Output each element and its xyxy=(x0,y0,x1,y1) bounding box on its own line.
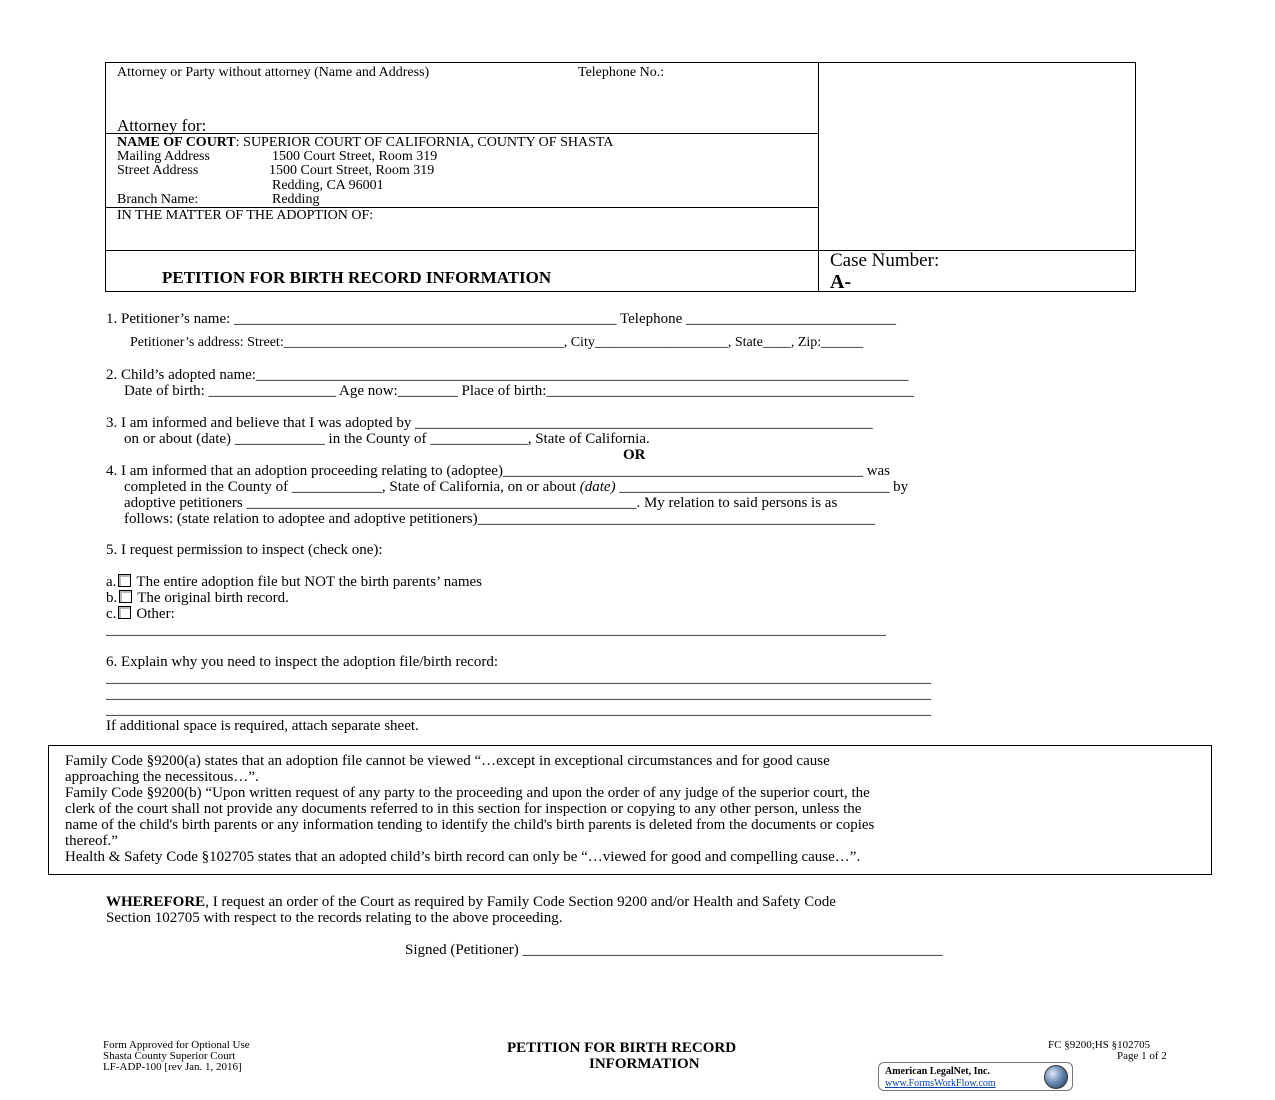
option-c-checkbox[interactable] xyxy=(118,606,131,619)
option-b-checkbox[interactable] xyxy=(119,590,132,603)
footer-title-1: PETITION FOR BIRTH RECORD xyxy=(507,1040,737,1056)
option-b-label: The original birth record. xyxy=(137,590,289,606)
logo-name: American LegalNet, Inc. xyxy=(885,1066,990,1077)
case-number-label: Case Number: xyxy=(830,250,940,271)
option-b-letter: b. xyxy=(106,590,118,606)
street-value: 1500 Court Street, Room 319 xyxy=(269,163,435,178)
petitioner-name-line[interactable]: 1. Petitioner’s name: ___________________________________________________ Telephone ____________________________ xyxy=(106,311,897,327)
footer-page: Page 1 of 2 xyxy=(1117,1050,1167,1062)
notice-line: thereof.” xyxy=(65,833,118,849)
wherefore-line-1 xyxy=(106,894,836,910)
completed-by-text: ____________________________________ by xyxy=(615,479,909,495)
relation-line[interactable]: follows: (state relation to adoptee and adoptive petitioners)_____________________________________________________ xyxy=(124,511,876,527)
option-a xyxy=(106,574,482,590)
petitioner-address-line[interactable]: Petitioner’s address: Street:________________________________________, City___________________, State____, Zip:______ xyxy=(130,335,864,350)
title-divider xyxy=(106,250,1135,251)
completed-line[interactable] xyxy=(124,479,908,495)
mailing-label: Mailing Address xyxy=(117,149,210,164)
option-c-label: Other: xyxy=(136,606,175,622)
completed-text: completed in the County of ____________, State of California, on or about xyxy=(124,479,580,495)
logo-url[interactable]: www.FormsWorkFlow.com xyxy=(885,1078,996,1089)
caption-divider xyxy=(818,63,819,291)
adoptee-line[interactable]: 4. I am informed that an adoption proceeding relating to (adoptee)________________________________________________ was xyxy=(106,463,891,479)
additional-space-note: If additional space is required, attach separate sheet. xyxy=(106,718,419,734)
case-number-prefix: A- xyxy=(830,271,852,293)
notice-line: name of the child's birth parents or any information tending to identify the child's birth parents is deleted from the documents or copies xyxy=(65,817,875,833)
notice-line: Health & Safety Code §102705 states that an adopted child’s birth record can only be “…viewed for good and compelling cause…”. xyxy=(65,849,861,865)
birth-info-line[interactable]: Date of birth: _________________ Age now:________ Place of birth:_________________________________________________ xyxy=(124,383,914,399)
branch-value: Redding xyxy=(272,192,320,207)
court-name-value: : SUPERIOR COURT OF CALIFORNIA, COUNTY OF SHASTA xyxy=(235,135,614,150)
child-name-line[interactable]: 2. Child’s adopted name:_______________________________________________________________________________________ xyxy=(106,367,909,383)
notice-line: Family Code §9200(a) states that an adoption file cannot be viewed “…except in exceptional circumstances and for good cause xyxy=(65,753,830,769)
notice-line: clerk of the court shall not provide any documents referred to in this section for inspection or copying to any other person, unless the xyxy=(65,801,862,817)
adoption-date-line[interactable]: on or about (date) ____________ in the County of _____________, State of California. xyxy=(124,431,650,447)
adoptive-petitioners-line[interactable]: adoptive petitioners ____________________________________________________. My relation to said persons is as xyxy=(124,495,838,511)
footer-approved: Form Approved for Optional Use xyxy=(103,1039,250,1051)
legal-notice-box xyxy=(48,745,1212,875)
caption-box xyxy=(105,62,1136,292)
attorney-label: Attorney or Party without attorney (Name and Address) xyxy=(117,65,430,80)
signature-line[interactable]: Signed (Petitioner) ________________________________________________________ xyxy=(405,942,943,958)
street-label: Street Address xyxy=(117,163,199,178)
form-title: PETITION FOR BIRTH RECORD INFORMATION xyxy=(162,268,552,287)
inspect-request-label: 5. I request permission to inspect (check one): xyxy=(106,542,383,558)
wherefore-text: , I request an order of the Court as required by Family Code Section 9200 and/or Health and Safety Code xyxy=(205,894,836,910)
telephone-label: Telephone No.: xyxy=(578,65,665,80)
footer-title-2: INFORMATION xyxy=(589,1056,700,1072)
notice-line: approaching the necessitous…”. xyxy=(65,769,259,785)
or-label: OR xyxy=(623,447,646,463)
option-c xyxy=(106,606,175,622)
explain-label: 6. Explain why you need to inspect the adoption file/birth record: xyxy=(106,654,498,670)
court-name xyxy=(117,135,613,150)
court-label: NAME OF COURT xyxy=(117,135,236,150)
adopted-by-line[interactable]: 3. I am informed and believe that I was adopted by _____________________________________________________________ xyxy=(106,415,873,431)
mailing-value: 1500 Court Street, Room 319 xyxy=(272,149,438,164)
option-a-letter: a. xyxy=(106,574,117,590)
footer-code-ref: FC §9200;HS §102705 xyxy=(1048,1039,1151,1051)
option-a-label: The entire adoption file but NOT the birth parents’ names xyxy=(136,574,483,590)
notice-line: Family Code §9200(b) “Upon written request of any party to the proceeding and upon the order of any judge of the superior court, the xyxy=(65,785,870,801)
footer-form-id: LF-ADP-100 [rev Jan. 1, 2016] xyxy=(103,1061,242,1073)
american-legalnet-logo[interactable] xyxy=(878,1062,1073,1091)
matter-label: IN THE MATTER OF THE ADOPTION OF: xyxy=(117,208,374,223)
explain-line-2[interactable]: ______________________________________________________________________________________________________________ xyxy=(106,686,931,702)
other-line[interactable]: ________________________________________________________________________________________________________ xyxy=(106,622,886,638)
court-divider xyxy=(106,133,818,134)
globe-icon xyxy=(1044,1065,1068,1089)
wherefore-line-2: Section 102705 with respect to the records relating to the above proceeding. xyxy=(106,910,563,926)
attorney-for-label: Attorney for: xyxy=(117,116,207,135)
option-b xyxy=(106,590,289,606)
explain-line-1[interactable]: ______________________________________________________________________________________________________________ xyxy=(106,670,931,686)
city-value: Redding, CA 96001 xyxy=(272,178,384,193)
branch-label: Branch Name: xyxy=(117,192,199,207)
option-c-letter: c. xyxy=(106,606,117,622)
footer-court: Shasta County Superior Court xyxy=(103,1050,236,1062)
wherefore-bold: WHEREFORE xyxy=(106,894,206,910)
option-a-checkbox[interactable] xyxy=(118,574,131,587)
date-hint: (date) xyxy=(579,479,616,495)
explain-line-3[interactable]: ______________________________________________________________________________________________________________ xyxy=(106,702,931,718)
